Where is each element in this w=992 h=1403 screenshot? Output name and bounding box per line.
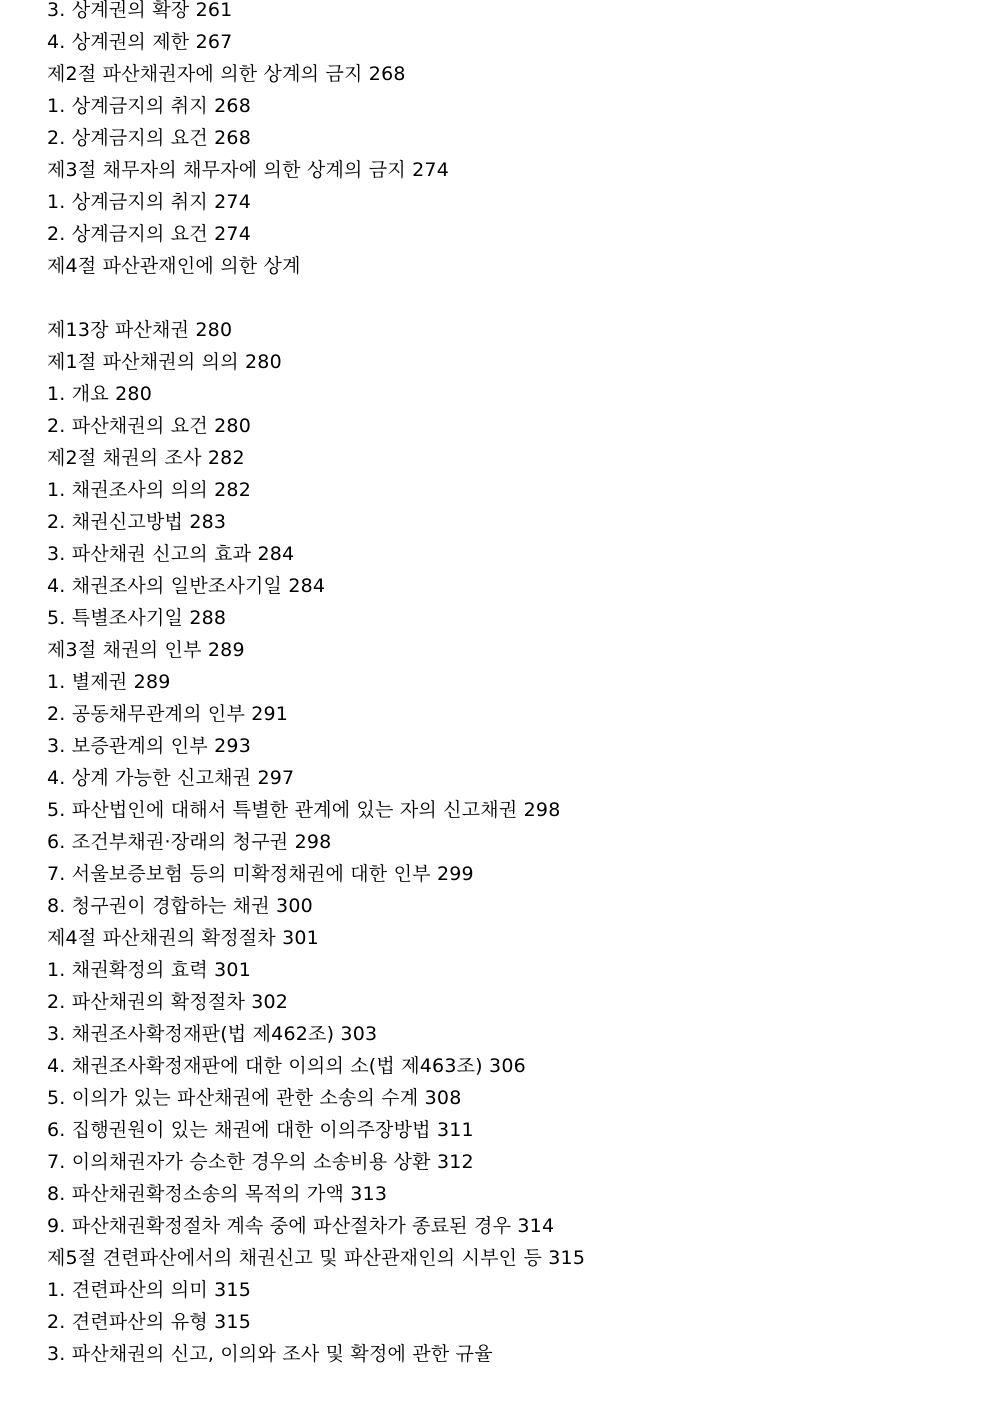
toc-entry: 6. 집행권원이 있는 채권에 대한 이의주장방법 311 <box>47 1119 474 1141</box>
toc-chapter-heading: 제13장 파산채권 280 <box>47 319 233 341</box>
toc-entry: 1. 개요 280 <box>47 383 152 405</box>
toc-entry: 3. 파산채권 신고의 효과 284 <box>47 543 295 565</box>
toc-section-heading: 제4절 파산채권의 확정절차 301 <box>47 927 319 949</box>
toc-entry: 5. 파산법인에 대해서 특별한 관계에 있는 자의 신고채권 298 <box>47 799 561 821</box>
toc-entry: 5. 특별조사기일 288 <box>47 607 227 629</box>
toc-entry: 1. 상계금지의 취지 274 <box>47 191 251 213</box>
toc-entry: 1. 채권조사의 의의 282 <box>47 479 251 501</box>
toc-entry: 3. 보증관계의 인부 293 <box>47 735 251 757</box>
toc-entry: 2. 채권신고방법 283 <box>47 511 227 533</box>
toc-entry: 1. 상계금지의 취지 268 <box>47 95 251 117</box>
toc-section-heading: 제1절 파산채권의 의의 280 <box>47 351 282 373</box>
toc-entry: 2. 상계금지의 요건 274 <box>47 223 251 245</box>
toc-section-heading: 제3절 채권의 인부 289 <box>47 639 245 661</box>
toc-entry: 8. 청구권이 경합하는 채권 300 <box>47 895 313 917</box>
toc-entry: 2. 파산채권의 확정절차 302 <box>47 991 289 1013</box>
toc-entry: 1. 채권확정의 효력 301 <box>47 959 251 981</box>
toc-entry: 7. 이의채권자가 승소한 경우의 소송비용 상환 312 <box>47 1151 474 1173</box>
toc-entry: 2. 견련파산의 유형 315 <box>47 1311 251 1333</box>
toc-entry: 4. 상계 가능한 신고채권 297 <box>47 767 295 789</box>
toc-entry: 2. 공동채무관계의 인부 291 <box>47 703 289 725</box>
toc-entry: 1. 견련파산의 의미 315 <box>47 1279 251 1301</box>
toc-section-heading: 제2절 채권의 조사 282 <box>47 447 245 469</box>
toc-entry: 9. 파산채권확정절차 계속 중에 파산절차가 종료된 경우 314 <box>47 1215 555 1237</box>
toc-entry: 4. 채권조사확정재판에 대한 이의의 소(법 제463조) 306 <box>47 1055 526 1077</box>
toc-entry: 4. 채권조사의 일반조사기일 284 <box>47 575 326 597</box>
toc-entry: 4. 상계권의 제한 267 <box>47 31 233 53</box>
toc-entry: 8. 파산채권확정소송의 목적의 가액 313 <box>47 1183 388 1205</box>
toc-entry: 2. 상계금지의 요건 268 <box>47 127 251 149</box>
toc-section-heading: 제3절 채무자의 채무자에 의한 상계의 금지 274 <box>47 159 450 181</box>
toc-blank-line <box>47 282 972 314</box>
toc-entry: 1. 별제권 289 <box>47 671 171 693</box>
toc-entry: 6. 조건부채권·장래의 청구권 298 <box>47 831 332 853</box>
toc-section-heading: 제5절 견련파산에서의 채권신고 및 파산관재인의 시부인 등 315 <box>47 1247 586 1269</box>
toc-section-heading: 제4절 파산관재인에 의한 상계 <box>47 255 301 277</box>
toc-entry: 3. 파산채권의 신고, 이의와 조사 및 확정에 관한 규율 <box>47 1343 493 1365</box>
toc-entry: 3. 상계권의 확장 261 <box>47 0 233 21</box>
toc-entry: 2. 파산채권의 요건 280 <box>47 415 251 437</box>
toc-entry: 7. 서울보증보험 등의 미확정채권에 대한 인부 299 <box>47 863 474 885</box>
toc-section-heading: 제2절 파산채권자에 의한 상계의 금지 268 <box>47 63 406 85</box>
toc-entry: 3. 채권조사확정재판(법 제462조) 303 <box>47 1023 378 1045</box>
toc-entry: 5. 이의가 있는 파산채권에 관한 소송의 수계 308 <box>47 1087 462 1109</box>
table-of-contents <box>47 0 972 1370</box>
